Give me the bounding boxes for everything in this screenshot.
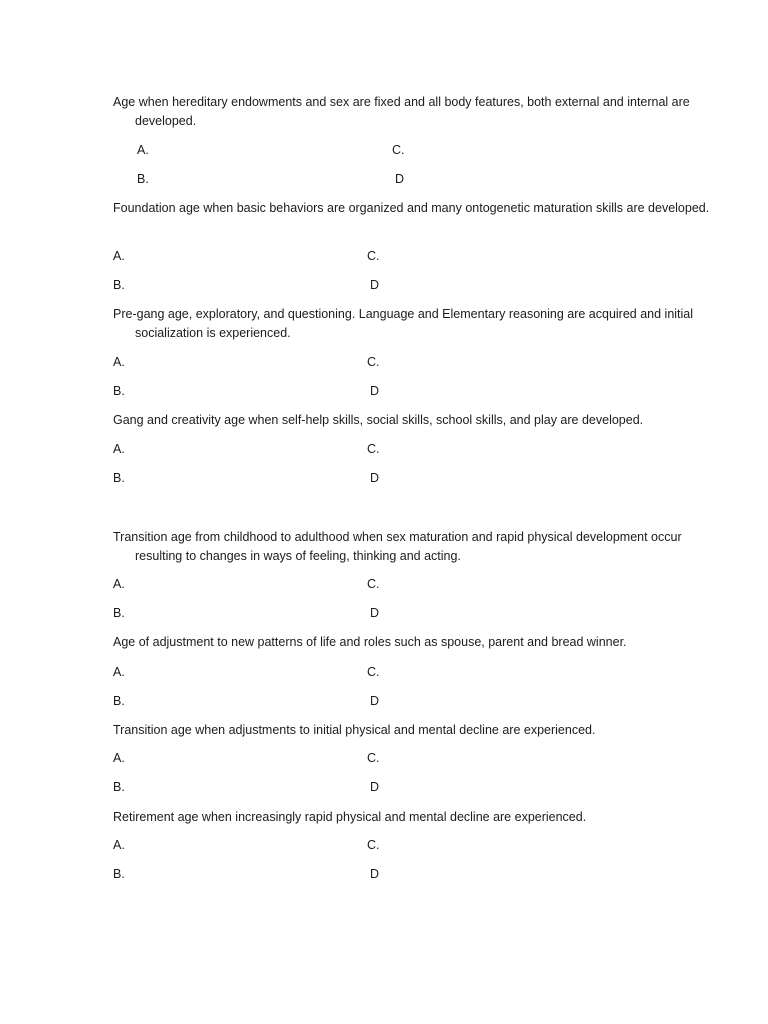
question-2-option-c: C.	[367, 249, 380, 263]
question-3-option-d: D	[370, 384, 380, 398]
question-1-text: Age when hereditary endowments and sex are fixed and all body features, both external and internal are developed.	[113, 95, 690, 128]
question-6-text: Age of adjustment to new patterns of life and roles such as spouse, parent and bread winner.	[113, 635, 627, 649]
question-1-option-b: B.	[137, 172, 149, 186]
question-8-option-a: A.	[113, 838, 125, 852]
question-2-option-a: A.	[113, 249, 125, 263]
question-7-option-b: B.	[113, 780, 125, 794]
question-1-option-c: C.	[392, 143, 405, 157]
question-8-option-d: D	[370, 867, 380, 881]
question-6-option-c: C.	[367, 665, 380, 679]
question-3-option-a: A.	[113, 355, 125, 369]
question-5-option-c: C.	[367, 577, 380, 591]
question-5-text: Transition age from childhood to adulthood when sex maturation and rapid physical development occur resulting to changes in ways of feeling, thinking and acting.	[113, 530, 682, 563]
question-1-option-d: D	[395, 172, 405, 186]
question-7-text: Transition age when adjustments to initial physical and mental decline are experienced.	[113, 723, 596, 737]
question-3-option-c: C.	[367, 355, 380, 369]
question-6-option-a: A.	[113, 665, 125, 679]
question-7-option-d: D	[370, 780, 380, 794]
question-7-option-a: A.	[113, 751, 125, 765]
question-8-option-c: C.	[367, 838, 380, 852]
question-3-text: Pre-gang age, exploratory, and questioning. Language and Elementary reasoning are acquired and initial socialization is experienced.	[113, 307, 694, 340]
question-4-option-c: C.	[367, 442, 380, 456]
question-6-option-d: D	[370, 694, 380, 708]
question-7-option-c: C.	[367, 751, 380, 765]
question-2-text: Foundation age when basic behaviors are organized and many ontogenetic maturation skills are developed.	[113, 201, 710, 215]
question-4-option-b: B.	[113, 471, 125, 485]
question-4-option-d: D	[370, 471, 380, 485]
question-1-option-a: A.	[137, 143, 149, 157]
question-5-option-d: D	[370, 606, 380, 620]
question-4-option-a: A.	[113, 442, 125, 456]
question-3-option-b: B.	[113, 384, 125, 398]
question-2-option-d: D	[370, 278, 380, 292]
question-8-option-b: B.	[113, 867, 125, 881]
question-8-text: Retirement age when increasingly rapid physical and mental decline are experienced.	[113, 810, 587, 824]
question-6-option-b: B.	[113, 694, 125, 708]
question-2-option-b: B.	[113, 278, 125, 292]
question-4-text: Gang and creativity age when self-help skills, social skills, school skills, and play are developed.	[113, 413, 644, 427]
question-5-option-b: B.	[113, 606, 125, 620]
question-5-option-a: A.	[113, 577, 125, 591]
